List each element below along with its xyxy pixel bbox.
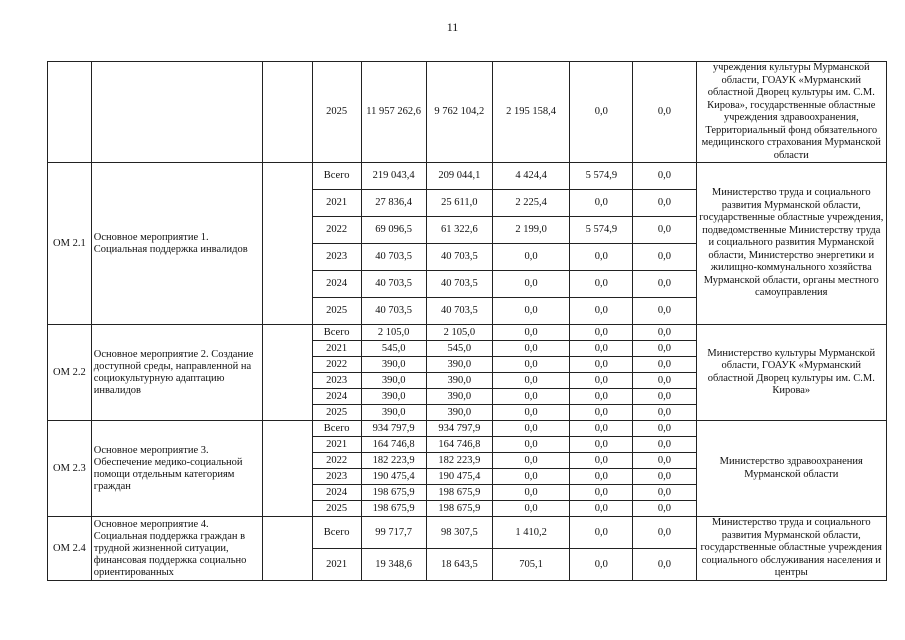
other-cell: 0,0 <box>633 62 696 163</box>
federal-cell: 0,0 <box>492 357 569 373</box>
local-cell: 0,0 <box>570 271 633 298</box>
regional-cell: 390,0 <box>426 405 492 421</box>
federal-cell: 0,0 <box>492 485 569 501</box>
measure-name: Основное мероприятие 2. Создание доступной среды, направленной на социокультурную адаптацию инвалидов <box>91 325 262 421</box>
code-cell <box>48 62 92 163</box>
other-cell: 0,0 <box>633 163 696 190</box>
total-cell: 219 043,4 <box>361 163 426 190</box>
year-cell: 2021 <box>312 549 361 581</box>
federal-cell: 0,0 <box>492 469 569 485</box>
name-cell <box>91 62 262 163</box>
year-cell: 2023 <box>312 244 361 271</box>
continuation-row <box>48 62 887 163</box>
local-cell: 0,0 <box>570 517 633 549</box>
regional-cell: 198 675,9 <box>426 485 492 501</box>
measure-code: ОМ 2.4 <box>48 517 92 581</box>
local-cell: 0,0 <box>570 405 633 421</box>
regional-cell: 40 703,5 <box>426 271 492 298</box>
local-cell: 0,0 <box>570 469 633 485</box>
measure-executors: Министерство труда и социального развития Мурманской области, государственные областные учреждения социального обслуживания населения и центры <box>696 517 886 581</box>
blank-cell <box>262 62 312 163</box>
total-cell: 198 675,9 <box>361 501 426 517</box>
regional-cell: 545,0 <box>426 341 492 357</box>
local-cell: 0,0 <box>570 549 633 581</box>
blank-cell <box>262 163 312 325</box>
other-cell: 0,0 <box>633 421 696 437</box>
regional-cell: 934 797,9 <box>426 421 492 437</box>
total-cell: 99 717,7 <box>361 517 426 549</box>
regional-cell: 25 611,0 <box>426 190 492 217</box>
local-cell: 0,0 <box>570 389 633 405</box>
year-cell: 2024 <box>312 485 361 501</box>
blank-cell <box>262 517 312 581</box>
total-cell: 390,0 <box>361 373 426 389</box>
total-cell: 27 836,4 <box>361 190 426 217</box>
regional-cell: 98 307,5 <box>426 517 492 549</box>
measure-executors: Министерство культуры Мурманской области, ГОАУК «Мурманский областной Дворец культуры им. С.М. Кирова» <box>696 325 886 421</box>
measure-name: Основное мероприятие 4. Социальная поддержка граждан в трудной жизненной ситуации, финансовая поддержка социально ориентированных <box>91 517 262 581</box>
year-cell: 2025 <box>312 405 361 421</box>
total-cell: 390,0 <box>361 405 426 421</box>
table-row <box>48 421 887 437</box>
local-cell: 0,0 <box>570 437 633 453</box>
other-cell: 0,0 <box>633 298 696 325</box>
other-cell: 0,0 <box>633 373 696 389</box>
measure-code: ОМ 2.3 <box>48 421 92 517</box>
budget-table <box>47 61 887 581</box>
measure-executors: Министерство здравоохранения Мурманской области <box>696 421 886 517</box>
total-cell: 934 797,9 <box>361 421 426 437</box>
federal-cell: 0,0 <box>492 325 569 341</box>
total-cell: 40 703,5 <box>361 298 426 325</box>
measure-executors: Министерство труда и социального развития Мурманской области, государственные областные учреждения, подведомственные Министерству труда и социального развития Мурманской области, Министерство энергетики и жилищно-коммунального хозяйства Мурманской области, органы местного самоуправления <box>696 163 886 325</box>
regional-cell: 9 762 104,2 <box>426 62 492 163</box>
other-cell: 0,0 <box>633 217 696 244</box>
regional-cell: 182 223,9 <box>426 453 492 469</box>
total-cell: 190 475,4 <box>361 469 426 485</box>
measure-code: ОМ 2.2 <box>48 325 92 421</box>
federal-cell: 2 195 158,4 <box>492 62 569 163</box>
year-cell: 2023 <box>312 373 361 389</box>
other-cell: 0,0 <box>633 244 696 271</box>
regional-cell: 40 703,5 <box>426 244 492 271</box>
federal-cell: 0,0 <box>492 271 569 298</box>
total-cell: 164 746,8 <box>361 437 426 453</box>
regional-cell: 198 675,9 <box>426 501 492 517</box>
federal-cell: 0,0 <box>492 244 569 271</box>
year-cell: 2025 <box>312 62 361 163</box>
local-cell: 5 574,9 <box>570 217 633 244</box>
other-cell: 0,0 <box>633 190 696 217</box>
year-cell: 2023 <box>312 469 361 485</box>
blank-cell <box>262 421 312 517</box>
table-row <box>48 325 887 341</box>
federal-cell: 0,0 <box>492 405 569 421</box>
regional-cell: 390,0 <box>426 373 492 389</box>
other-cell: 0,0 <box>633 453 696 469</box>
table-row <box>48 163 887 190</box>
total-cell: 545,0 <box>361 341 426 357</box>
measure-name: Основное мероприятие 3. Обеспечение медико-социальной помощи отдельным категориям граждан <box>91 421 262 517</box>
table-row <box>48 517 887 549</box>
federal-cell: 1 410,2 <box>492 517 569 549</box>
other-cell: 0,0 <box>633 389 696 405</box>
other-cell: 0,0 <box>633 469 696 485</box>
total-cell: 182 223,9 <box>361 453 426 469</box>
year-cell: 2022 <box>312 357 361 373</box>
total-cell: 198 675,9 <box>361 485 426 501</box>
federal-cell: 0,0 <box>492 501 569 517</box>
federal-cell: 2 225,4 <box>492 190 569 217</box>
regional-cell: 390,0 <box>426 357 492 373</box>
regional-cell: 61 322,6 <box>426 217 492 244</box>
federal-cell: 0,0 <box>492 421 569 437</box>
regional-cell: 190 475,4 <box>426 469 492 485</box>
other-cell: 0,0 <box>633 271 696 298</box>
other-cell: 0,0 <box>633 549 696 581</box>
year-cell: 2025 <box>312 298 361 325</box>
page-number: 11 <box>446 20 459 34</box>
other-cell: 0,0 <box>633 437 696 453</box>
local-cell: 0,0 <box>570 453 633 469</box>
year-cell: 2021 <box>312 437 361 453</box>
local-cell: 0,0 <box>570 485 633 501</box>
regional-cell: 2 105,0 <box>426 325 492 341</box>
regional-cell: 164 746,8 <box>426 437 492 453</box>
local-cell: 0,0 <box>570 421 633 437</box>
other-cell: 0,0 <box>633 325 696 341</box>
federal-cell: 0,0 <box>492 453 569 469</box>
other-cell: 0,0 <box>633 341 696 357</box>
local-cell: 0,0 <box>570 190 633 217</box>
year-cell: Всего <box>312 325 361 341</box>
regional-cell: 390,0 <box>426 389 492 405</box>
executors-cell: учреждения культуры Мурманской области, ГОАУК «Мурманский областной Дворец культуры им. С.М. Кирова», государственные областные учреждения здравоохранения, Территориальный фонд обязательного медицинского страхования Мурманской области <box>696 62 886 163</box>
year-cell: 2022 <box>312 217 361 244</box>
federal-cell: 705,1 <box>492 549 569 581</box>
local-cell: 0,0 <box>570 373 633 389</box>
year-cell: Всего <box>312 421 361 437</box>
other-cell: 0,0 <box>633 485 696 501</box>
other-cell: 0,0 <box>633 357 696 373</box>
year-cell: Всего <box>312 163 361 190</box>
other-cell: 0,0 <box>633 517 696 549</box>
regional-cell: 209 044,1 <box>426 163 492 190</box>
local-cell: 0,0 <box>570 357 633 373</box>
total-cell: 390,0 <box>361 357 426 373</box>
federal-cell: 0,0 <box>492 389 569 405</box>
year-cell: 2021 <box>312 190 361 217</box>
measure-code: ОМ 2.1 <box>48 163 92 325</box>
federal-cell: 2 199,0 <box>492 217 569 244</box>
year-cell: 2022 <box>312 453 361 469</box>
year-cell: Всего <box>312 517 361 549</box>
other-cell: 0,0 <box>633 405 696 421</box>
total-cell: 40 703,5 <box>361 271 426 298</box>
local-cell: 0,0 <box>570 501 633 517</box>
total-cell: 390,0 <box>361 389 426 405</box>
total-cell: 11 957 262,6 <box>361 62 426 163</box>
total-cell: 19 348,6 <box>361 549 426 581</box>
total-cell: 2 105,0 <box>361 325 426 341</box>
federal-cell: 0,0 <box>492 373 569 389</box>
year-cell: 2021 <box>312 341 361 357</box>
local-cell: 0,0 <box>570 325 633 341</box>
other-cell: 0,0 <box>633 501 696 517</box>
blank-cell <box>262 325 312 421</box>
total-cell: 40 703,5 <box>361 244 426 271</box>
regional-cell: 40 703,5 <box>426 298 492 325</box>
total-cell: 69 096,5 <box>361 217 426 244</box>
year-cell: 2025 <box>312 501 361 517</box>
local-cell: 5 574,9 <box>570 163 633 190</box>
local-cell: 0,0 <box>570 298 633 325</box>
year-cell: 2024 <box>312 389 361 405</box>
federal-cell: 0,0 <box>492 298 569 325</box>
local-cell: 0,0 <box>570 244 633 271</box>
year-cell: 2024 <box>312 271 361 298</box>
local-cell: 0,0 <box>570 341 633 357</box>
local-cell: 0,0 <box>570 62 633 163</box>
regional-cell: 18 643,5 <box>426 549 492 581</box>
measure-name: Основное мероприятие 1. Социальная поддержка инвалидов <box>91 163 262 325</box>
federal-cell: 4 424,4 <box>492 163 569 190</box>
federal-cell: 0,0 <box>492 437 569 453</box>
federal-cell: 0,0 <box>492 341 569 357</box>
